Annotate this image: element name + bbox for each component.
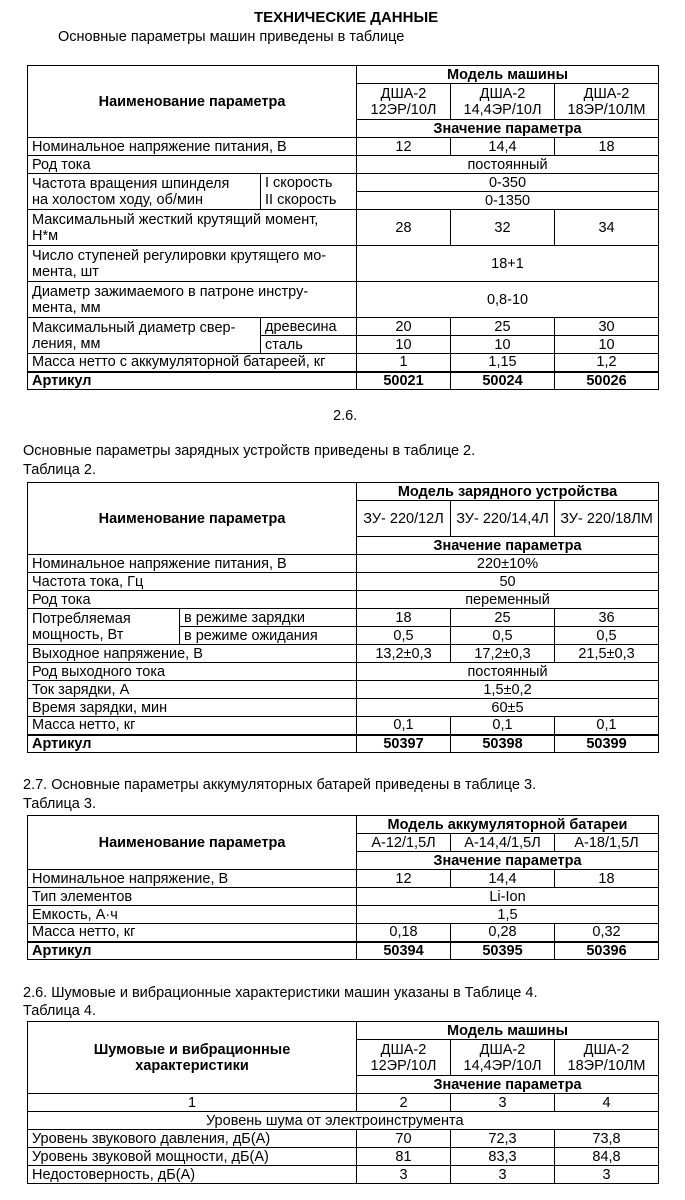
param-name-header: Наименование параметра bbox=[28, 66, 357, 138]
value-cell: 0,1 bbox=[451, 717, 555, 735]
article-label: Артикул bbox=[28, 735, 357, 753]
row-label: Число ступеней регулировки крутящего мо- мента, шт bbox=[28, 246, 357, 282]
param-name-header: Наименование параметра bbox=[28, 483, 357, 555]
row-label: Номинальное напряжение питания, В bbox=[28, 555, 357, 573]
sub-label: сталь bbox=[261, 336, 357, 354]
section-number: 2.6. bbox=[333, 408, 358, 424]
article-cell: 50395 bbox=[451, 942, 555, 960]
sub-label: в режиме зарядки bbox=[180, 609, 357, 627]
article-cell: 50397 bbox=[357, 735, 451, 753]
article-cell: 50398 bbox=[451, 735, 555, 753]
model-cell: ЗУ- 220/12Л bbox=[357, 501, 451, 537]
value-cell: 10 bbox=[555, 336, 659, 354]
section-row: Уровень шума от электроинструмента bbox=[28, 1112, 659, 1130]
article-cell: 50024 bbox=[451, 372, 555, 390]
value-cell: 220±10% bbox=[357, 555, 659, 573]
value-cell: 30 bbox=[555, 318, 659, 336]
row-label: Уровень звукового давления, дБ(А) bbox=[28, 1130, 357, 1148]
model-cell: ЗУ- 220/14,4Л bbox=[451, 501, 555, 537]
value-cell: 1 bbox=[357, 354, 451, 372]
value-cell: 32 bbox=[451, 210, 555, 246]
sub-label: II скорость bbox=[261, 192, 357, 210]
value-cell: 50 bbox=[357, 573, 659, 591]
row-label: Номинальное напряжение, В bbox=[28, 870, 357, 888]
value-cell: 70 bbox=[357, 1130, 451, 1148]
page-title: ТЕХНИЧЕСКИЕ ДАННЫЕ bbox=[254, 9, 439, 26]
param-name-header: Шумовые и вибрационные характеристики bbox=[28, 1022, 357, 1094]
value-cell: 0,8-10 bbox=[357, 282, 659, 318]
article-label: Артикул bbox=[28, 372, 357, 390]
row-label: Масса нетто, кг bbox=[28, 717, 357, 735]
value-cell: 0,5 bbox=[451, 627, 555, 645]
value-header: Значение параметра bbox=[357, 852, 659, 870]
battery-params-table bbox=[27, 815, 659, 960]
value-cell: 25 bbox=[451, 609, 555, 627]
row-label: Выходное напряжение, В bbox=[28, 645, 357, 663]
article-cell: 50396 bbox=[555, 942, 659, 960]
value-cell: 0,1 bbox=[555, 717, 659, 735]
value-cell: 28 bbox=[357, 210, 451, 246]
value-cell: 10 bbox=[451, 336, 555, 354]
value-cell: постоянный bbox=[357, 663, 659, 681]
row-label: Номинальное напряжение питания, В bbox=[28, 138, 357, 156]
value-cell: 1,15 bbox=[451, 354, 555, 372]
model-cell: А-14,4/1,5Л bbox=[451, 834, 555, 852]
value-cell: 72,3 bbox=[451, 1130, 555, 1148]
value-cell: 34 bbox=[555, 210, 659, 246]
model-cell: ДША-2 18ЭР/10ЛМ bbox=[555, 1040, 659, 1076]
value-cell: 1,5 bbox=[357, 906, 659, 924]
model-header: Модель машины bbox=[357, 66, 659, 84]
row-label: Максимальный диаметр свер- ления, мм bbox=[28, 318, 261, 354]
value-cell: 81 bbox=[357, 1148, 451, 1166]
value-cell: 3 bbox=[555, 1166, 659, 1184]
table4-caption: Таблица 4. bbox=[23, 1003, 96, 1019]
model-cell: ДША-2 14,4ЭР/10Л bbox=[451, 1040, 555, 1076]
row-label: Род тока bbox=[28, 156, 357, 174]
value-cell: 20 bbox=[357, 318, 451, 336]
value-cell: 21,5±0,3 bbox=[555, 645, 659, 663]
model-cell: ДША-2 14,4ЭР/10Л bbox=[451, 84, 555, 120]
value-cell: 0,5 bbox=[357, 627, 451, 645]
value-cell: 83,3 bbox=[451, 1148, 555, 1166]
value-cell: 0-350 bbox=[357, 174, 659, 192]
value-cell: 12 bbox=[357, 138, 451, 156]
model-header: Модель зарядного устройства bbox=[357, 483, 659, 501]
value-cell: 1,2 bbox=[555, 354, 659, 372]
column-number: 4 bbox=[555, 1094, 659, 1112]
article-cell: 50026 bbox=[555, 372, 659, 390]
param-name-header: Наименование параметра bbox=[28, 816, 357, 870]
value-cell: 84,8 bbox=[555, 1148, 659, 1166]
model-header: Модель аккумуляторной батареи bbox=[357, 816, 659, 834]
model-cell: ДША-2 18ЭР/10ЛМ bbox=[555, 84, 659, 120]
column-number: 1 bbox=[28, 1094, 357, 1112]
value-cell: 60±5 bbox=[357, 699, 659, 717]
noise-vibration-table bbox=[27, 1021, 659, 1184]
value-cell: 14,4 bbox=[451, 138, 555, 156]
charger-params-table bbox=[27, 482, 659, 753]
table3-caption: Таблица 3. bbox=[23, 796, 96, 812]
value-cell: 10 bbox=[357, 336, 451, 354]
value-cell: 25 bbox=[451, 318, 555, 336]
value-cell: 3 bbox=[451, 1166, 555, 1184]
value-cell: 18 bbox=[555, 138, 659, 156]
value-cell: Li-Ion bbox=[357, 888, 659, 906]
sub-label: в режиме ожидания bbox=[180, 627, 357, 645]
row-label: Время зарядки, мин bbox=[28, 699, 357, 717]
column-number: 3 bbox=[451, 1094, 555, 1112]
sub-label: I скорость bbox=[261, 174, 357, 192]
value-cell: 0,5 bbox=[555, 627, 659, 645]
table3-intro: 2.7. Основные параметры аккумуляторных батарей приведены в таблице 3. bbox=[23, 777, 537, 793]
row-label: Потребляемая мощность, Вт bbox=[28, 609, 180, 645]
value-cell: 0,1 bbox=[357, 717, 451, 735]
value-cell: 0,28 bbox=[451, 924, 555, 942]
model-cell: А-18/1,5Л bbox=[555, 834, 659, 852]
value-cell: 1,5±0,2 bbox=[357, 681, 659, 699]
value-cell: 73,8 bbox=[555, 1130, 659, 1148]
row-label: Уровень звуковой мощности, дБ(А) bbox=[28, 1148, 357, 1166]
article-cell: 50399 bbox=[555, 735, 659, 753]
row-label: Частота вращения шпинделя на холостом ходу, об/мин bbox=[28, 174, 261, 210]
value-cell: 36 bbox=[555, 609, 659, 627]
value-cell: 0,32 bbox=[555, 924, 659, 942]
value-cell: 3 bbox=[357, 1166, 451, 1184]
value-cell: 17,2±0,3 bbox=[451, 645, 555, 663]
row-label: Тип элементов bbox=[28, 888, 357, 906]
intro-text: Основные параметры машин приведены в таблице bbox=[58, 29, 405, 45]
row-label: Масса нетто с аккумуляторной батареей, кг bbox=[28, 354, 357, 372]
row-label: Емкость, А·ч bbox=[28, 906, 357, 924]
article-cell: 50394 bbox=[357, 942, 451, 960]
row-label: Недостоверность, дБ(А) bbox=[28, 1166, 357, 1184]
row-label: Масса нетто, кг bbox=[28, 924, 357, 942]
model-header: Модель машины bbox=[357, 1022, 659, 1040]
row-label: Максимальный жесткий крутящий момент, Н*м bbox=[28, 210, 357, 246]
row-label: Частота тока, Гц bbox=[28, 573, 357, 591]
article-label: Артикул bbox=[28, 942, 357, 960]
model-cell: ДША-2 12ЭР/10Л bbox=[357, 84, 451, 120]
value-cell: 12 bbox=[357, 870, 451, 888]
value-cell: 14,4 bbox=[451, 870, 555, 888]
row-label: Диаметр зажимаемого в патроне инстру- мента, мм bbox=[28, 282, 357, 318]
value-cell: постоянный bbox=[357, 156, 659, 174]
column-number: 2 bbox=[357, 1094, 451, 1112]
machine-params-table bbox=[27, 65, 659, 390]
model-cell: А-12/1,5Л bbox=[357, 834, 451, 852]
row-label: Ток зарядки, А bbox=[28, 681, 357, 699]
value-cell: 18 bbox=[357, 609, 451, 627]
value-header: Значение параметра bbox=[357, 1076, 659, 1094]
value-cell: переменный bbox=[357, 591, 659, 609]
row-label: Род тока bbox=[28, 591, 357, 609]
table2-caption: Таблица 2. bbox=[23, 462, 96, 478]
model-cell: ЗУ- 220/18ЛМ bbox=[555, 501, 659, 537]
value-cell: 0-1350 bbox=[357, 192, 659, 210]
table4-intro: 2.6. Шумовые и вибрационные характеристики машин указаны в Таблице 4. bbox=[23, 985, 538, 1001]
value-cell: 13,2±0,3 bbox=[357, 645, 451, 663]
value-cell: 18 bbox=[555, 870, 659, 888]
value-cell: 18+1 bbox=[357, 246, 659, 282]
value-header: Значение параметра bbox=[357, 120, 659, 138]
row-label: Род выходного тока bbox=[28, 663, 357, 681]
sub-label: древесина bbox=[261, 318, 357, 336]
table2-intro: Основные параметры зарядных устройств приведены в таблице 2. bbox=[23, 443, 476, 459]
article-cell: 50021 bbox=[357, 372, 451, 390]
value-cell: 0,18 bbox=[357, 924, 451, 942]
value-header: Значение параметра bbox=[357, 537, 659, 555]
model-cell: ДША-2 12ЭР/10Л bbox=[357, 1040, 451, 1076]
